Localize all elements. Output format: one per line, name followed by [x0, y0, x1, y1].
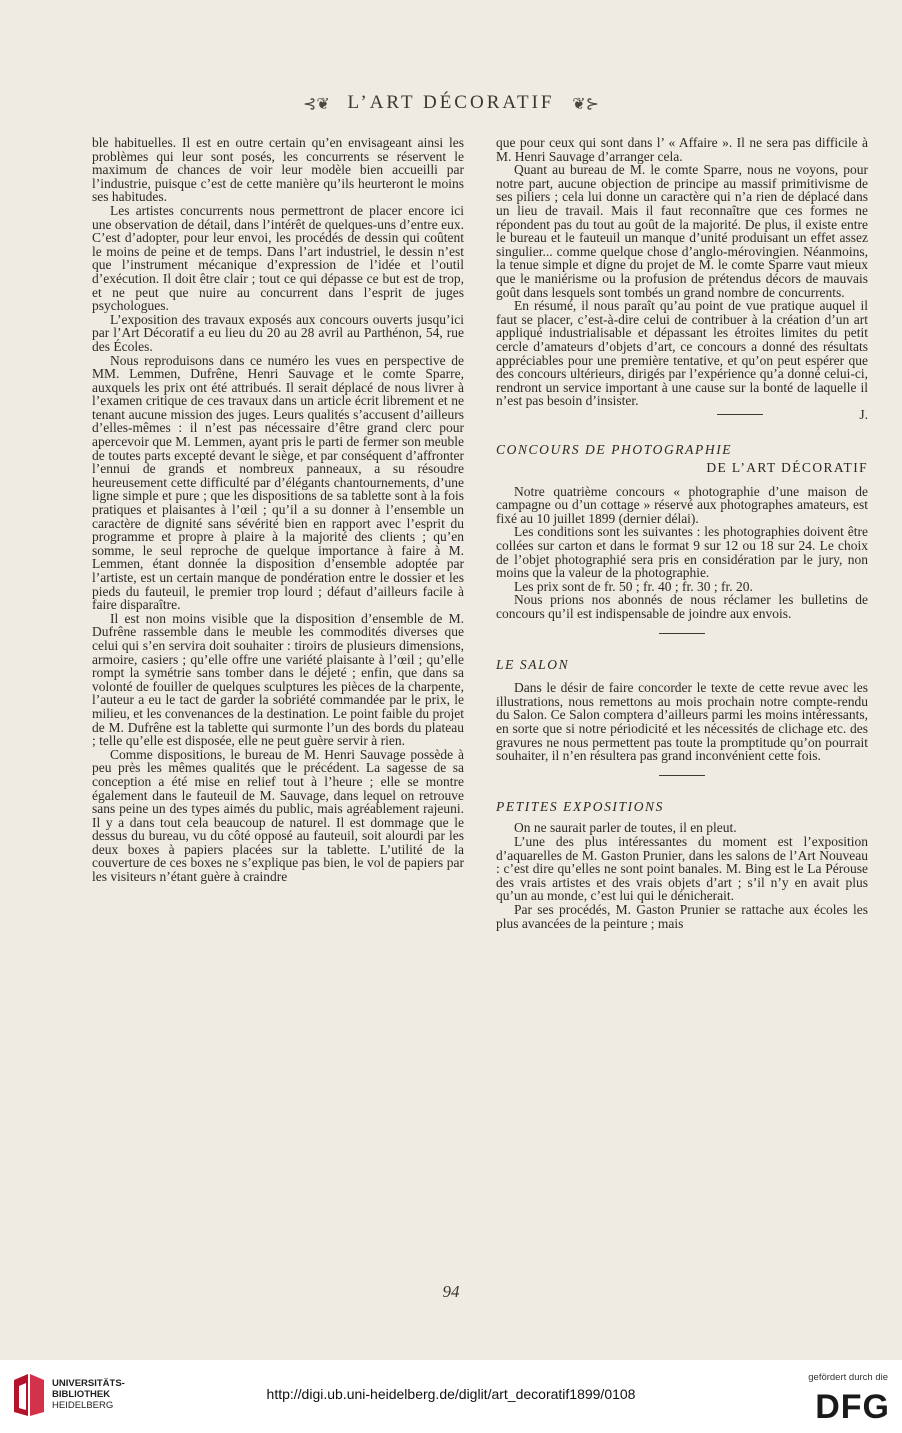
- ornament-left-icon: ⊰❦: [302, 95, 330, 113]
- library-name: UNIVERSITÄTS- BIBLIOTHEK HEIDELBERG: [52, 1378, 125, 1411]
- paragraph: ble habituelles. Il est en outre certain qu’en envisageant ainsi les problèmes qui leur sont posés, les concurrents se réservent le maximum de chances de voir leur modèle bien accueilli par l’industrie, puisque c’est de cette manière qu’ils heurteront le moins ses habitudes.: [92, 135, 464, 205]
- section-title-expositions: PETITES EXPOSITIONS: [496, 798, 665, 814]
- paragraph: Comme dispositions, le bureau de M. Henri Sauvage possède à peu près les mêmes qualités que le précédent. La sagesse de sa conception a été mise en relief tout à l’heure ; elle se montre également dans le fauteuil de M. Sauvage, dans lequel on retrouve sans peine un des types aimés du public, mais agréablement rajeuni. Il y a dans tout cela beaucoup de naturel. Il est dommage que le dessus du bureau, vu du côté opposé au fauteuil, soit alourdi par les deux boxes à papiers placées sur la tablette. L’utilité de la couverture de ces boxes ne s’explique pas bien, le vol de papiers par les visiteurs n’étant guère à craindre: [92, 746, 464, 885]
- divider-rule: [659, 633, 705, 634]
- page-number: 94: [442, 1282, 460, 1301]
- source-url-link[interactable]: http://digi.ub.uni-heidelberg.de/diglit/art_decoratif1899/0108: [266, 1386, 636, 1402]
- section-title-concours: CONCOURS DE PHOTOGRAPHIE: [496, 442, 733, 458]
- journal-title: L’ART DÉCORATIF: [347, 92, 555, 113]
- signature-line: [496, 408, 868, 422]
- paragraph: Nous prions nos abonnés de nous réclamer les bulletins de concours qu’il est indispensable de joindre aux envois.: [496, 592, 868, 621]
- paragraph: Les artistes concurrents nous permettront de placer encore ici une observation de détail, dans l’intérêt de quelques-uns d’entre eux. C’est d’adopter, pour leur envoi, les procédés de dessin qui coûtent le moins de peine et de temps. Dans l’art industriel, le dessin n’est que l’instrument mécanique d’expression de l’idée et l’outil d’exécution. Il doit être clair ; tout ce qui dépasse ce but est de trop, et ne peut que nuire au concurrent dans l’esprit de juges psychologues.: [92, 202, 464, 314]
- paragraph: On ne saurait parler de toutes, il en pleut.: [514, 820, 737, 836]
- paragraph: que pour ceux qui sont dans l’ « Affaire ». Il ne sera pas difficile à M. Henri Sauvage d’arranger cela.: [496, 135, 868, 164]
- dfg-logo: DFG: [815, 1388, 890, 1426]
- divider-rule: [659, 775, 705, 776]
- paragraph: Par ses procédés, M. Gaston Prunier se rattache aux écoles les plus avancées de la peinture ; mais: [496, 901, 868, 931]
- ornament-right-icon: ❦⊱: [572, 95, 600, 113]
- left-column: [92, 136, 464, 884]
- section-title-salon: LE SALON: [496, 656, 570, 672]
- right-column: [496, 136, 868, 930]
- paragraph: Dans le désir de faire concorder le texte de cette revue avec les illustrations, nous remettons au mois prochain notre compte-rendu du Salon. Ce Salon comptera d’ailleurs parmi les moins intéressants, en sorte que si notre périodicité et les nécessités de clichage etc. des gravures ne nous permettent pas toute la promptitude qu’on pourrait souhaiter, il n’en résultera pas grand inconvénient cette fois.: [496, 680, 868, 764]
- paragraph: Quant au bureau de M. le comte Sparre, nous ne voyons, pour notre part, aucune objection de principe au massif primitivisme de ses piliers ; cela lui donne un caractère qui n’a rien de déplacé dans un lieu de travail. Mais il faut reconnaître que ces formes ne répondent pas du tout au goût de la majorité. De plus, il existe entre le bureau et le fauteuil un manque d’unité produisant un effet assez singulier... comme quelque chose d’anglo-mérovingien. Néanmoins, la tenue simple et digne du projet de M. le comte Sparre vaut mieux que le maniérisme ou la profusion de prétendus décors de mauvais goût dans lesquels sont tombés un grand nombre de concurrents.: [496, 162, 868, 300]
- paragraph: Notre quatrième concours « photographie d’une maison de campagne ou d’un cottage » réservé aux photographes amateurs, est fixé au 10 juillet 1899 (dernier délai).: [496, 483, 868, 526]
- paragraph: Les conditions sont les suivantes : les photographies doivent être collées sur carton et dans le format 9 sur 12 ou 18 sur 24. Le choix de l’objet photographié sera pris en considération par le jury, non moins que la valeur de la photographie.: [496, 524, 868, 581]
- paragraph: En résumé, il nous paraît qu’au point de vue pratique auquel il faut se placer, c’est-à-dire celui de contribuer à la création d’un art appliqué industrialisable et dépassant les étroites limites du petit cercle d’amateurs d’objets d’art, ce concours a donné des résultats appréciables pour une première tentative, et qu’on peut espérer que des concours ultérieurs, dirigés par l’expérience qu’a donné celui-ci, rendront un service important à une cause sur la bonté de laquelle il n’est pas besoin d’insister.: [496, 298, 868, 409]
- paragraph: Il est non moins visible que la disposition d’ensemble de M. Dufrêne rassemble dans le meuble les commodités diverses que celui qui s’en servira doit souhaiter : tiroirs de plusieurs dimensions, armoire, casiers ; qu’elle offre une variété plaisante à l’œil ; qu’elle rompt la symétrie sans tomber dans le déjeté ; enfin, que dans sa volonté de fouiller de quelques sculptures les pièces de la charpente, l’auteur a eu le tact de garder la sobriété commandée par le prix, le milieu, et les convenances de la destination. Le point faible du projet de M. Dufrêne est la tablette qui surmonte l’un des bords du plateau ; telle qu’elle est disposée, elle ne peut guère servir à rien.: [92, 610, 464, 749]
- section-subtitle-concours: DE L’ART DÉCORATIF: [706, 460, 868, 476]
- digitization-footer: [0, 1360, 902, 1433]
- funded-by-label: gefördert durch die: [808, 1372, 888, 1383]
- paragraph: L’une des plus intéressantes du moment est l’exposition d’aquarelles de M. Gaston Prunier, dans les salons de l’Art Nouveau : c’est dire qu’elles ne sont point banales. M. Bing est le La Pérouse des vrais artistes et des vrais objets d’art ; s’il n’y en avait plus qu’un au monde, c’est lui qui le dénicherait.: [496, 833, 868, 904]
- paragraph: Les prix sont de fr. 50 ; fr. 40 ; fr. 30 ; fr. 20.: [514, 578, 753, 594]
- paragraph: Nous reproduisons dans ce numéro les vues en perspective de MM. Lemmen, Dufrêne, Henri Sauvage et le comte Sparre, auxquels les prix ont été attribués. Il serait déplacé de nous livrer à l’examen critique de ces travaux dans un article écrit librement et ne tenant aucune mission des juges. Leurs qualités s’accusent d’ailleurs d’elles-mêmes : il n’est pas nécessaire d’être grand clerc pour apercevoir que M. Lemmen, ayant pris le parti de fermer son meuble de toutes parts excepté devant le siège, et par conséquent d’affronter l’ennui de grands et nombreux panneaux, a su résoudre heureusement cette difficulté par d’élégants chantournements, d’une ligne simple et pure ; que les dispositions de sa tablette sont à la fois pratiques et plaisantes à l’œil ; qu’il a su donner à l’ensemble un caractère de dignité sans sévérité bien en rapport avec l’esprit du programme et propre à plaire à la majorité des clients ; qu’en somme, le seul reproche de quelque importance à faire à M. Lemmen, étant donnée la disposition d’ensemble adoptée par l’artiste, est un certain manque de pondération entre le dossier et les pieds du fauteuil, le premier trop lourd ; défaut d’ailleurs facile à faire disparaître.: [92, 352, 464, 613]
- divider-rule: [717, 414, 763, 415]
- paragraph: L’exposition des travaux exposés aux concours ouverts jusqu’ici par l’Art Décoratif a eu lieu du 20 au 28 avril au Parthénon, 54, rue des Écoles.: [92, 311, 464, 354]
- author-signature: J.: [859, 406, 868, 422]
- running-header: [0, 92, 902, 114]
